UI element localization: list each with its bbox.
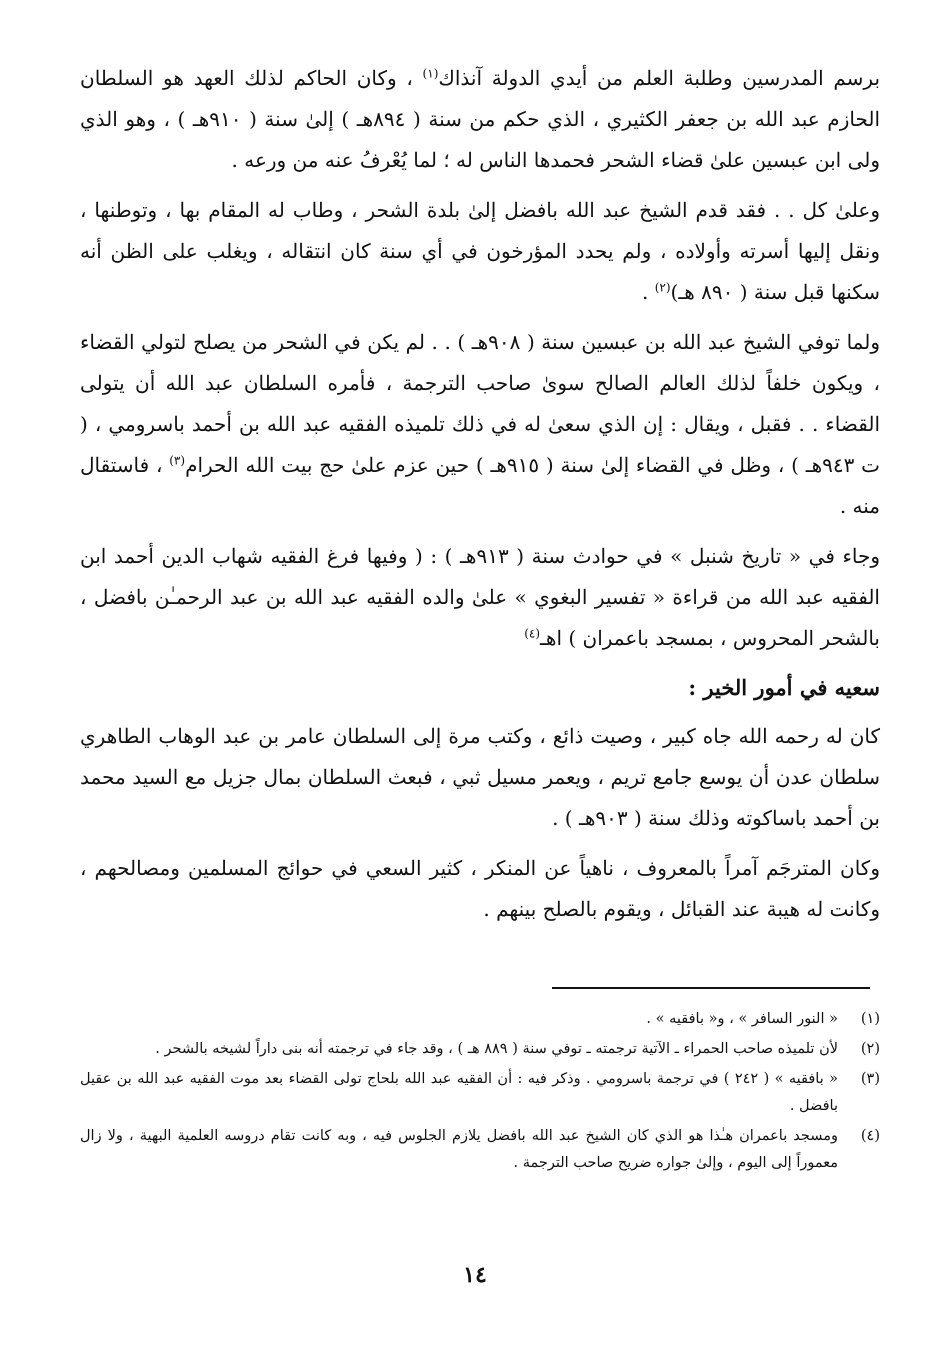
paragraph-4 — [80, 536, 880, 659]
footnote-ref: (١) — [422, 66, 439, 81]
footnote-2 — [80, 1036, 880, 1063]
footnote-ref: (٢) — [654, 280, 671, 295]
paragraph-text: وجاء في « تاريخ شنبل » في حوادث سنة ( ٩١٣هـ ) : ( وفيها فرغ الفقيه شهاب الدين أحمد ابن الفقيه عبد الله من قراءة « تفسير البغوي » علىٰ والده الفقيه عبد الله بن عبد الرحمـٰن بافضل ، بالشحر المحروس ، بمسجد باعمران ) اهـ — [80, 544, 880, 650]
footnote-4 — [80, 1123, 880, 1177]
section-heading: سعيه في أمور الخير : — [688, 675, 880, 700]
paragraph-5: كان له رحمه الله جاه كبير ، وصيت ذائع ، وكتب مرة إلى السلطان عامر بن عبد الوهاب الطاهري سلطان عدن أن يوسع جامع تريم ، ويعمر مسيل ثبي ، فبعث السلطان بمال جزيل مع السيد محمد بن أحمد باساكوته وذلك سنة ( ٩٠٣هـ ) . — [80, 724, 880, 830]
paragraph-text: ولما توفي الشيخ عبد الله بن عبسين سنة ( ٩٠٨هـ ) . . لم يكن في الشحر من يصلح لتولي القضاء ، ويكون خلفاً لذلك العالم الصالح سوىٰ صاحب الترجمة ، فأمره السلطان عبد الله أن يتولى القضاء . . فقبل ، ويقال : إن الذي سعىٰ له في ذلك تلميذه الفقيه عبد الله بن أحمد باسرومي ، ( ت ٩٤٣هـ ) ، وظل في القضاء إلىٰ سنة ( ٩١٥هـ ) حين عزم علىٰ حج بيت الله الحرام — [80, 330, 880, 477]
footnote-text: « النور السافر » ، و« بافقيه » . — [646, 1011, 838, 1027]
footnote-3 — [80, 1066, 880, 1120]
footnote-divider — [552, 987, 870, 989]
footnotes — [80, 1006, 880, 1180]
footnote-text: لأن تلميذه صاحب الحمراء ـ الآتية ترجمته ـ توفي سنة ( ٨٨٩ هـ ) ، وقد جاء في ترجمته أنه بنى داراً لشيخه بالشحر . — [155, 1041, 838, 1057]
footnote-1 — [80, 1006, 880, 1033]
footnote-number: (١) — [860, 1011, 880, 1027]
paragraph-text: . — [642, 280, 655, 304]
footnote-text: « بافقيه » ( ٢٤٢ ) في ترجمة باسرومي . وذكر فيه : أن الفقيه عبد الله بلحاج تولى القضاء بعد موت الفقيه عبد الله بن عقيل بافضل . — [80, 1071, 838, 1114]
footnote-number: (٤) — [860, 1128, 880, 1144]
footnote-ref: (٤) — [524, 626, 541, 641]
paragraph-text: ، فاستقال منه . — [80, 453, 880, 518]
paragraph-text: برسم المدرسين وطلبة العلم من أيدي الدولة آنذاك — [438, 66, 881, 90]
paragraph-2 — [80, 190, 880, 313]
paragraph-3 — [80, 322, 880, 527]
body-text — [80, 58, 880, 934]
footnote-number: (٣) — [860, 1071, 880, 1087]
paragraph-6: وكان المترجَم آمراً بالمعروف ، ناهياً عن المنكر ، كثير السعي في حوائج المسلمين ومصالحهم ، وكانت له هيبة عند القبائل ، ويقوم بالصلح بينهم . — [80, 856, 880, 921]
page-number: ١٤ — [463, 1262, 487, 1288]
paragraph-text: ، وكان الحاكم لذلك العهد هو السلطان الحازم عبد الله بن جعفر الكثيري ، الذي حكم من سنة ( ٨٩٤هـ ) إلىٰ سنة ( ٩١٠هـ ) ، وهو الذي ولى ابن عبسين علىٰ قضاء الشحر فحمدها الناس له ؛ لما يُعْرفُ عنه من ورعه . — [80, 66, 881, 172]
paragraph-1 — [80, 58, 880, 181]
footnote-number: (٢) — [860, 1041, 880, 1057]
paragraph-text: وعلىٰ كل . . فقد قدم الشيخ عبد الله بافضل إلىٰ بلدة الشحر ، وطاب له المقام بها ، وتوطنها ، ونقل إليها أسرته وأولاده ، ولم يحدد المؤرخون في أي سنة كان انتقاله ، ويغلب على الظن أنه سكنها قبل سنة ( ٨٩٠ هـ) — [80, 198, 880, 304]
footnote-text: ومسجد باعمران هـٰذا هو الذي كان الشيخ عبد الله بافضل يلازم الجلوس فيه ، وبه كانت تقام دروسه العلمية البهية ، ولا زال معموراً إلى اليوم ، وإلىٰ جواره ضريح صاحب الترجمة . — [80, 1128, 838, 1171]
footnote-ref: (٣) — [169, 453, 186, 468]
